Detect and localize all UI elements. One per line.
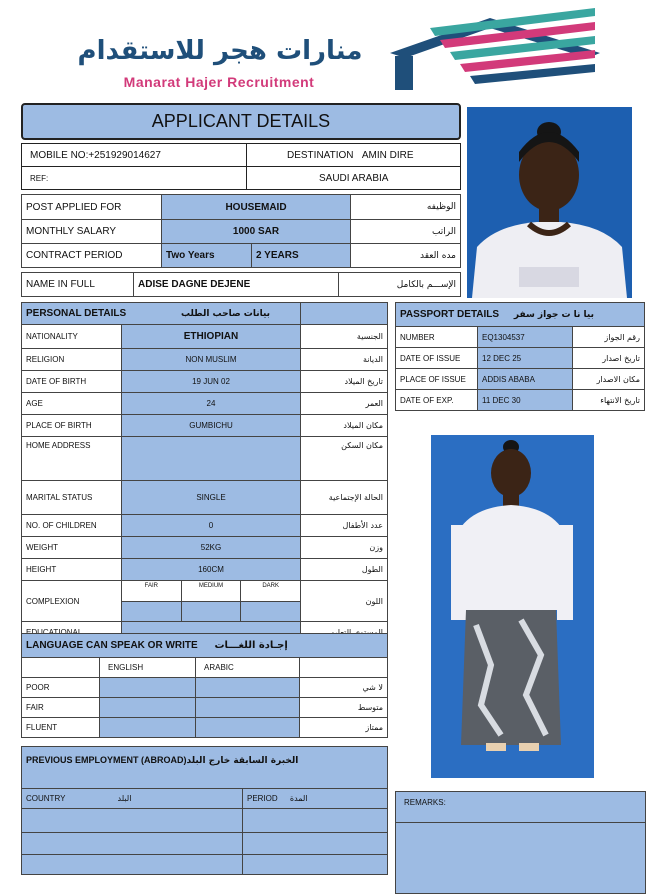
issue-place-value: ADDIS ABABA	[478, 369, 573, 390]
passport-details-title: PASSPORT DETAILS بيا نا ت جواز سفر	[396, 303, 645, 327]
salary-arabic: الراتب	[351, 220, 461, 244]
children-value: 0	[122, 515, 301, 537]
contract-label: CONTRACT PERIOD	[22, 244, 162, 268]
age-value: 24	[122, 393, 301, 415]
language-poor-label: POOR	[22, 678, 100, 698]
passport-number-arabic: رقم الجواز	[573, 327, 645, 348]
language-col-english: ENGLISH	[100, 658, 196, 678]
job-table	[21, 194, 461, 268]
home-address-arabic: مكان السكن	[301, 437, 388, 481]
expiry-date-label: DATE OF EXP.	[396, 390, 478, 411]
salary-label: MONTHLY SALARY	[22, 220, 162, 244]
complexion-label: COMPLEXION	[22, 581, 122, 622]
age-label: AGE	[22, 393, 122, 415]
logo-arabic-name: منارات هجر للاستقدام	[77, 36, 363, 66]
mobile-number: MOBILE NO:+251929014627	[22, 144, 247, 167]
expiry-date-arabic: تاريخ الانتهاء	[573, 390, 645, 411]
weight-arabic: وزن	[301, 537, 388, 559]
issue-date-value: 12 DEC 25	[478, 348, 573, 369]
previous-employment-table	[21, 746, 388, 875]
education-label: EDUCATIONAL	[22, 622, 122, 638]
age-arabic: العمر	[301, 393, 388, 415]
language-fair-label: FAIR	[22, 698, 100, 718]
language-table	[21, 633, 388, 738]
marital-status-value: SINGLE	[122, 481, 301, 515]
children-arabic: عدد الأطفال	[301, 515, 388, 537]
education-arabic: المستوى التعليمي	[301, 622, 388, 638]
dob-value: 19 JUN 02	[122, 371, 301, 393]
applicant-portrait-photo	[467, 107, 632, 298]
complexion-fair: FAIR	[122, 581, 182, 601]
passport-details-table	[395, 302, 645, 411]
name-table	[21, 272, 461, 297]
contract-arabic: مده العقد	[351, 244, 461, 268]
weight-label: WEIGHT	[22, 537, 122, 559]
dob-label: DATE OF BIRTH	[22, 371, 122, 393]
marital-status-label: MARITAL STATUS	[22, 481, 122, 515]
name-arabic: الإســـم بالكامل	[339, 273, 461, 297]
contract-value-text: Two Years	[162, 244, 252, 268]
language-poor-arabic: لا شي	[300, 678, 388, 698]
height-arabic: الطول	[301, 559, 388, 581]
post-arabic: الوظيفه	[351, 195, 461, 220]
full-name: ADISE DAGNE DEJENE	[134, 273, 339, 297]
language-title: LANGUAGE CAN SPEAK OR WRITE إجـادة اللغـــات	[22, 634, 388, 658]
religion-value: NON MUSLIM	[122, 349, 301, 371]
dob-arabic: تاريخ الميلاد	[301, 371, 388, 393]
nationality-value: ETHIOPIAN	[122, 325, 301, 349]
logo-english-name: Manarat Hajer Recruitment	[123, 74, 315, 90]
salary-value: 1000 SAR	[162, 220, 351, 244]
issue-date-label: DATE OF ISSUE	[396, 348, 478, 369]
religion-label: RELIGION	[22, 349, 122, 371]
issue-date-arabic: تاريخ اصدار	[573, 348, 645, 369]
post-label: POST APPLIED FOR	[22, 195, 162, 220]
remarks-box	[395, 791, 646, 894]
destination-country: SAUDI ARABIA	[319, 172, 389, 184]
language-fluent-label: FLUENT	[22, 718, 100, 738]
place-of-birth-arabic: مكان الميلاد	[301, 415, 388, 437]
height-label: HEIGHT	[22, 559, 122, 581]
issue-place-label: PLACE OF ISSUE	[396, 369, 478, 390]
place-of-birth-label: PLACE OF BIRTH	[22, 415, 122, 437]
destination: DESTINATION AMIN DIRE	[247, 144, 460, 167]
language-fluent-arabic: ممتاز	[300, 718, 388, 738]
applicant-full-body-photo	[431, 435, 594, 778]
employment-country-header: COUNTRY البلد	[22, 789, 243, 809]
post-value: HOUSEMAID	[162, 195, 351, 220]
remarks-label: REMARKS:	[404, 798, 446, 807]
language-fair-arabic: متوسط	[300, 698, 388, 718]
weight-value: 52KG	[122, 537, 301, 559]
name-label: NAME IN FULL	[22, 273, 134, 297]
complexion-medium: MEDIUM	[182, 581, 242, 601]
employment-period-header: PERIOD المدة	[243, 789, 388, 809]
marital-status-arabic: الحالة الإجتماعية	[301, 481, 388, 515]
complexion-dark: DARK	[262, 583, 280, 589]
place-of-birth-value: GUMBICHU	[122, 415, 301, 437]
personal-details-table	[21, 302, 388, 638]
contract-value-caps: 2 YEARS	[252, 244, 351, 268]
house-logo-icon	[390, 8, 600, 93]
page-title: APPLICANT DETAILS	[21, 103, 461, 140]
top-info-box	[21, 143, 461, 190]
complexion-options	[122, 581, 301, 622]
passport-number-value: EQ1304537	[478, 327, 573, 348]
passport-number-label: NUMBER	[396, 327, 478, 348]
personal-details-title: PERSONAL DETAILS بيانات صاحب الطلب	[22, 303, 301, 325]
height-value: 160CM	[122, 559, 301, 581]
home-address-value	[122, 437, 301, 481]
company-logo	[60, 8, 620, 98]
ref-field: REF:	[22, 167, 247, 189]
issue-place-arabic: مكان الاصدار	[573, 369, 645, 390]
language-col-arabic: ARABIC	[196, 658, 300, 678]
complexion-arabic: اللون	[301, 581, 388, 622]
expiry-date-value: 11 DEC 30	[478, 390, 573, 411]
nationality-arabic: الجنسية	[301, 325, 388, 349]
nationality-label: NATIONALITY	[22, 325, 122, 349]
children-label: NO. OF CHILDREN	[22, 515, 122, 537]
home-address-label: HOME ADDRESS	[22, 437, 122, 481]
employment-title: PREVIOUS EMPLOYMENT (ABROAD)الخبرة السابقة خارج البلد	[22, 747, 388, 789]
religion-arabic: الديانة	[301, 349, 388, 371]
